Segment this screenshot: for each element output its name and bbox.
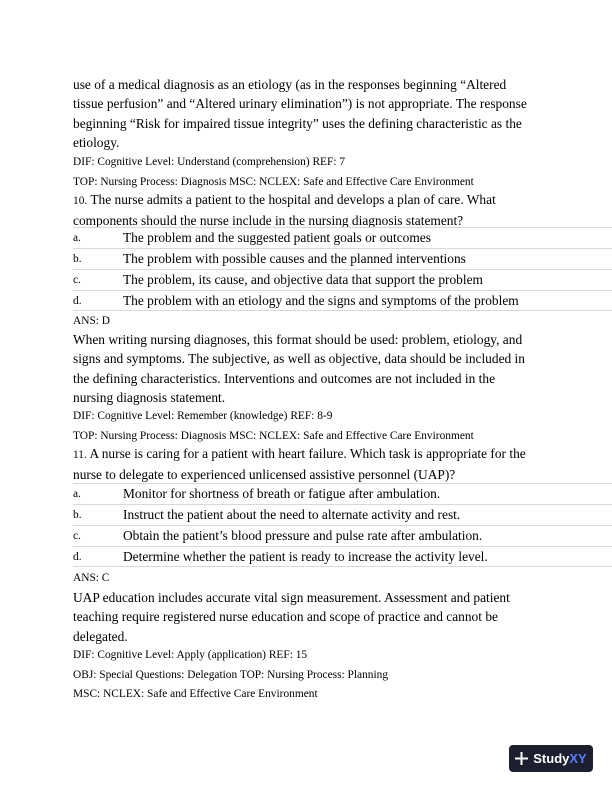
question-11-obj: OBJ: Special Questions: Delegation TOP: Nursing Process: Planning bbox=[73, 669, 389, 681]
question-line: A nurse is caring for a patient with heart failure. Which task is appropriate for the bbox=[89, 446, 526, 461]
intro-line: etiology. bbox=[73, 134, 120, 150]
option-c[interactable] bbox=[73, 269, 612, 290]
option-text: Determine whether the patient is ready to increase the activity level. bbox=[123, 548, 488, 564]
question-line: nurse to delegate to experienced unlicensed assistive personnel (UAP)? bbox=[73, 467, 456, 483]
question-11-stem bbox=[73, 444, 553, 485]
question-10-top: TOP: Nursing Process: Diagnosis MSC: NCLEX: Safe and Effective Care Environment bbox=[73, 430, 474, 442]
option-a[interactable] bbox=[73, 227, 612, 248]
option-letter: b. bbox=[73, 253, 82, 265]
option-c[interactable] bbox=[73, 525, 612, 546]
question-11-dif: DIF: Cognitive Level: Apply (application) REF: 15 bbox=[73, 649, 308, 661]
question-11-options bbox=[73, 483, 612, 567]
studyxy-badge[interactable] bbox=[509, 745, 593, 772]
question-11-rationale bbox=[73, 588, 543, 646]
option-text: The problem and the suggested patient goals or outcomes bbox=[123, 230, 431, 245]
rationale-line: the defining characteristics. Interventions and outcomes are not included in the bbox=[73, 370, 496, 386]
option-text: The problem with possible causes and the planned interventions bbox=[123, 251, 466, 266]
rationale-line: UAP education includes accurate vital sign measurement. Assessment and patient bbox=[73, 590, 510, 605]
intro-dif: DIF: Cognitive Level: Understand (comprehension) REF: 7 bbox=[73, 156, 346, 168]
option-text: Monitor for shortness of breath or fatigue after ambulation. bbox=[123, 486, 441, 501]
option-b[interactable] bbox=[73, 248, 612, 269]
question-line: The nurse admits a patient to the hospital and develops a plan of care. What bbox=[90, 192, 496, 207]
option-letter: c. bbox=[73, 530, 81, 542]
intro-line: beginning “Risk for impaired tissue integrity” uses the defining characteristic as the bbox=[73, 115, 522, 131]
intro-line: tissue perfusion” and “Altered urinary elimination”) is not appropriate. The response bbox=[73, 96, 527, 112]
question-11-msc: MSC: NCLEX: Safe and Effective Care Environment bbox=[73, 688, 318, 700]
question-10-rationale bbox=[73, 330, 543, 407]
rationale-line: delegated. bbox=[73, 628, 128, 644]
option-letter: a. bbox=[73, 488, 81, 500]
option-text: The problem, its cause, and objective data that support the problem bbox=[123, 272, 483, 287]
question-10-options bbox=[73, 227, 612, 311]
option-letter: d. bbox=[73, 294, 82, 307]
question-number: 10. bbox=[73, 195, 88, 207]
rationale-line: signs and symptoms. The subjective, as well as objective, data should be included in bbox=[73, 351, 525, 367]
option-letter: b. bbox=[73, 509, 82, 521]
intro-line: use of a medical diagnosis as an etiology (as in the responses beginning “Altered bbox=[73, 77, 507, 92]
intro-top: TOP: Nursing Process: Diagnosis MSC: NCLEX: Safe and Effective Care Environment bbox=[73, 176, 474, 188]
question-number: 11. bbox=[73, 449, 87, 461]
rationale-line: nursing diagnosis statement. bbox=[73, 389, 226, 405]
intro-paragraph bbox=[73, 75, 543, 152]
question-10-answer: ANS: D bbox=[73, 315, 111, 327]
question-line: components should the nurse include in the nursing diagnosis statement? bbox=[73, 213, 464, 229]
option-letter: c. bbox=[73, 274, 81, 286]
option-b[interactable] bbox=[73, 504, 612, 525]
question-10-stem bbox=[73, 190, 553, 231]
option-text: Instruct the patient about the need to alternate activity and rest. bbox=[123, 507, 461, 522]
rationale-line: teaching require registered nurse education and scope of practice and cannot be bbox=[73, 609, 498, 625]
plus-icon bbox=[515, 752, 528, 765]
brand-name: StudyXY bbox=[533, 751, 587, 766]
option-text: The problem with an etiology and the signs and symptoms of the problem bbox=[123, 292, 519, 308]
option-d[interactable] bbox=[73, 290, 612, 311]
question-10-dif: DIF: Cognitive Level: Remember (knowledge) REF: 8-9 bbox=[73, 410, 333, 422]
option-text: Obtain the patient’s blood pressure and pulse rate after ambulation. bbox=[123, 528, 483, 543]
option-letter: d. bbox=[73, 550, 82, 563]
option-a[interactable] bbox=[73, 483, 612, 504]
rationale-line: When writing nursing diagnoses, this format should be used: problem, etiology, and bbox=[73, 332, 523, 347]
question-11-answer: ANS: C bbox=[73, 572, 110, 584]
option-d[interactable] bbox=[73, 546, 612, 567]
option-letter: a. bbox=[73, 232, 81, 244]
